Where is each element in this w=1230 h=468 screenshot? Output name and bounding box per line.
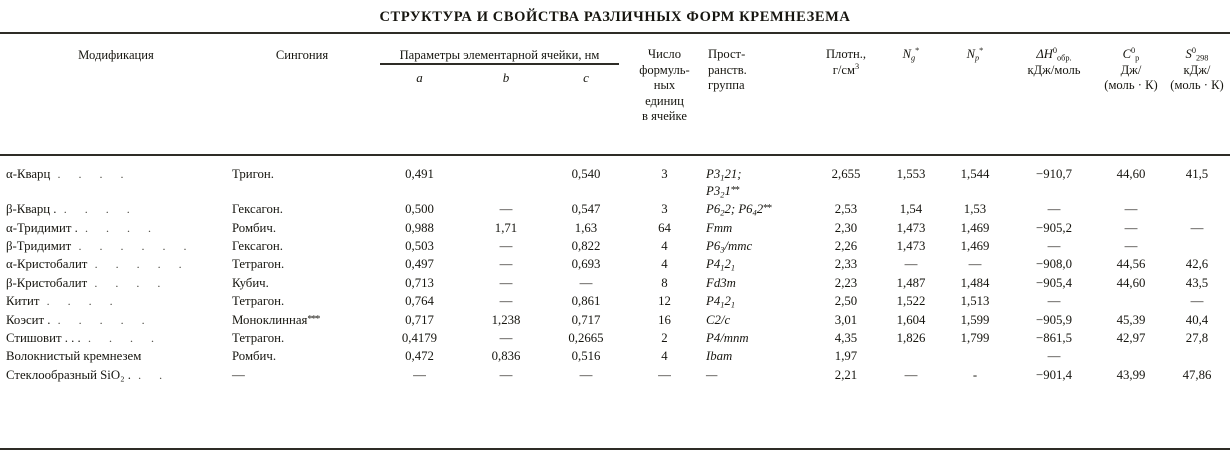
space-group-primary: $P4_12_1$ (706, 294, 736, 310)
cell-density: 2,655 (831, 167, 861, 182)
cell-ng: 1,522 (896, 294, 926, 309)
ng-symbol: N (902, 47, 912, 62)
cell-param-c: 0,861 (571, 294, 601, 309)
dot-leader: . . . . . (57, 312, 153, 327)
cell-heat-capacity: 45,39 (1116, 312, 1146, 327)
header-syngony: Сингония (275, 48, 329, 63)
cell-space-group (702, 200, 810, 218)
cell-entropy: 40,4 (1185, 312, 1209, 327)
cell-param-a: 0,988 (405, 220, 434, 235)
cell-np: 1,53 (963, 202, 987, 217)
cell-syngony: Ромбич. (232, 349, 277, 364)
silica-properties-body (0, 156, 1230, 384)
table-header (0, 34, 1230, 154)
cell-density: 4,35 (834, 331, 858, 346)
density-line2: $г/см^3$ (832, 61, 860, 77)
cell-param-b: 1,71 (494, 220, 518, 235)
enthalpy-unit: кДж/моль (1027, 62, 1081, 77)
space-group-secondary: $P6_42**$ (738, 202, 772, 218)
table-row (0, 165, 1230, 200)
cell-param-a: 0,764 (405, 294, 434, 309)
cell-formula-units: 4 (661, 239, 668, 254)
cell-ng: 1,54 (899, 202, 923, 217)
cell-np: — (968, 257, 982, 272)
cell-formula-units: 3 (661, 167, 668, 182)
cell-syngony: Кубич. (232, 275, 269, 290)
cell-heat-capacity: 43,99 (1116, 367, 1146, 382)
cell-ng: 1,553 (896, 167, 926, 182)
cell-enthalpy: −908,0 (1035, 257, 1072, 272)
header-entropy (1164, 34, 1230, 154)
cell-enthalpy: −910,7 (1035, 167, 1072, 182)
modification-label: Волокнистый кремнезем (6, 349, 142, 364)
cell-syngony: Моноклинная*** (232, 312, 320, 327)
cell-formula-units: 2 (661, 331, 668, 346)
cell-np: 1,469 (960, 220, 990, 235)
cell-formula-units: 4 (661, 257, 668, 272)
cell-ng: — (904, 257, 918, 272)
cell-formula-units: — (658, 367, 671, 382)
dot-leader: . . . . (87, 331, 162, 346)
cell-param-a: 0,503 (405, 239, 434, 254)
space-group-primary: $P6_3$/mmc (706, 239, 753, 255)
space-group-primary: Fmm (706, 220, 733, 235)
cell-param-c: 0,822 (571, 239, 601, 254)
table-row (0, 311, 1230, 329)
header-cell-params: Параметры элементарной ячейки, нм a b c (372, 34, 627, 154)
cell-modification (0, 219, 232, 237)
formula-units-line5: в ячейке (641, 109, 687, 124)
cell-param-b: — (499, 331, 513, 346)
cell-np (940, 347, 1010, 365)
cell-modification (0, 366, 232, 384)
cell-syngony: Гексагон. (232, 239, 283, 254)
cell-space-group (702, 255, 810, 273)
header-modification: Модификация (78, 48, 154, 63)
header-col-b: b (502, 69, 510, 85)
cell-enthalpy: −861,5 (1035, 331, 1072, 346)
dot-leader: . . . . (94, 275, 168, 290)
cell-space-group (702, 329, 810, 347)
cell-param-a: 0,497 (405, 257, 434, 272)
table-row (0, 366, 1230, 384)
cell-space-group (702, 219, 810, 237)
top-spacer (0, 156, 1230, 165)
header-space-group (702, 34, 810, 154)
header-heat-capacity (1098, 34, 1164, 154)
cell-param-b: — (499, 202, 513, 217)
dot-leader: . . . . (85, 220, 159, 235)
cell-density: 2,21 (834, 367, 858, 382)
cell-space-group (702, 311, 810, 329)
cell-param-b: 1,238 (491, 312, 521, 327)
cell-space-group (702, 292, 810, 310)
header-formula-units (627, 34, 702, 154)
cell-enthalpy: −905,9 (1035, 312, 1072, 327)
cell-enthalpy: −905,4 (1035, 275, 1072, 290)
table-row (0, 219, 1230, 237)
dot-leader: . . . . (63, 202, 138, 217)
cell-modification (0, 329, 232, 347)
dot-leader: . . . . (46, 294, 121, 309)
cell-entropy: 42,6 (1185, 257, 1209, 272)
dot-leader: . . (138, 367, 170, 382)
cell-param-b: — (499, 294, 513, 309)
cell-param-a: 0,472 (405, 349, 434, 364)
enthalpy-symbol: $\Delta H^0_{обр.}$ (1036, 45, 1072, 63)
space-group-line1: Прост- (707, 47, 746, 62)
cell-np: 1,484 (960, 275, 990, 290)
modification-label: Китит (6, 294, 40, 309)
cp-unit-line1: Дж/ (1120, 62, 1142, 77)
cell-modification (0, 237, 232, 255)
cell-param-c: 0,2665 (568, 331, 604, 346)
cell-ng: 1,487 (896, 275, 926, 290)
cell-syngony: Ромбич. (232, 220, 277, 235)
formula-units-line4: единиц (645, 93, 684, 108)
cell-enthalpy: −901,4 (1035, 367, 1072, 382)
cell-syngony: Тетрагон. (232, 257, 285, 272)
cell-param-a: 0,717 (405, 312, 434, 327)
page-title: СТРУКТУРА И СВОЙСТВА РАЗЛИЧНЫХ ФОРМ КРЕМНЕЗЕМА (379, 9, 851, 25)
space-group-primary: Ibam (706, 349, 733, 364)
cell-param-c: 0,547 (571, 202, 601, 217)
modification-label: β-Кристобалит (6, 275, 88, 290)
space-group-primary: — (706, 367, 718, 382)
cp-symbol: $C^0_p$ (1122, 45, 1140, 63)
table-row (0, 292, 1230, 310)
cell-heat-capacity: — (1124, 220, 1138, 235)
formula-units-line3: ных (653, 78, 676, 93)
dot-leader: . . . . (57, 167, 132, 182)
cell-ng: 1,473 (896, 220, 926, 235)
cell-syngony: Тригон. (232, 167, 274, 182)
cell-formula-units: 64 (658, 220, 671, 235)
cell-space-group (702, 237, 810, 255)
cell-heat-capacity: — (1124, 239, 1138, 254)
space-group-primary: $P4_12_1$ (706, 257, 736, 273)
cell-heat-capacity: 44,56 (1116, 257, 1146, 272)
cell-param-c: 0,516 (571, 349, 601, 364)
density-line1: Плотн., (825, 47, 866, 62)
cell-params-underline (380, 63, 619, 65)
cell-param-c: 0,693 (571, 257, 601, 272)
cell-param-a: 0,491 (405, 167, 434, 182)
header-density (810, 34, 882, 154)
cell-entropy: 41,5 (1185, 167, 1209, 182)
silica-properties-table (0, 34, 1230, 154)
cell-density: 2,50 (834, 294, 858, 309)
cell-ng: 1,826 (896, 331, 926, 346)
space-group-primary: P4/mnm (706, 331, 749, 346)
cell-formula-units: 16 (658, 312, 671, 327)
cell-heat-capacity: 44,60 (1116, 275, 1146, 290)
modification-label: α-Кристобалит (6, 257, 88, 272)
cell-entropy (1164, 347, 1230, 365)
space-group-primary: C2/c (706, 312, 731, 327)
cell-ng: — (904, 367, 918, 382)
cell-np: 1,799 (960, 331, 990, 346)
cell-param-a: 0,713 (405, 275, 434, 290)
cell-heat-capacity (1098, 347, 1164, 365)
cell-modification (0, 255, 232, 273)
entropy-symbol: $S^0_{298}$ (1185, 45, 1209, 63)
cell-param-b: 0,836 (491, 349, 521, 364)
cell-density: 2,33 (834, 257, 858, 272)
table-row (0, 347, 1230, 365)
cell-np: 1,469 (960, 239, 990, 254)
cell-param-c: — (579, 367, 593, 382)
cell-modification (0, 311, 232, 329)
cell-param-c: 1,63 (574, 220, 598, 235)
cell-param-c: — (579, 275, 593, 290)
cell-heat-capacity: 42,97 (1116, 331, 1146, 346)
modification-label: α-Тридимит . (6, 220, 78, 235)
cell-heat-capacity: — (1124, 202, 1138, 217)
cell-enthalpy: — (1047, 349, 1061, 364)
cell-syngony: — (232, 367, 245, 382)
cell-space-group (702, 165, 810, 200)
cp-unit-line2: (моль · К) (1104, 78, 1158, 93)
modification-label: Стеклообразный SiO₂ . (6, 367, 131, 382)
cell-np: 1,513 (960, 294, 990, 309)
table-row (0, 200, 1230, 218)
cell-ng: 1,473 (896, 239, 926, 254)
cell-modification (0, 347, 232, 365)
cell-space-group (702, 366, 810, 384)
cell-ng: 1,604 (896, 312, 926, 327)
cell-np: 1,544 (960, 167, 990, 182)
cell-syngony: Тетрагон. (232, 294, 285, 309)
cell-space-group (702, 347, 810, 365)
table-row (0, 255, 1230, 273)
cell-ng (882, 347, 940, 365)
space-group-line3: группа (707, 78, 745, 93)
cell-param-a: 0,4179 (401, 331, 438, 346)
cell-formula-units: 12 (658, 294, 671, 309)
cell-density: 2,26 (834, 239, 858, 254)
cell-np: - (972, 367, 978, 382)
formula-units-line2: формуль- (639, 62, 690, 77)
cell-param-b: — (499, 367, 513, 382)
cell-density: 1,97 (834, 349, 858, 364)
cell-density: 2,30 (834, 220, 858, 235)
cell-density: 3,01 (834, 312, 858, 327)
cell-modification (0, 274, 232, 292)
modification-label: Коэсит . (6, 312, 51, 327)
space-group-primary: Fd3m (706, 275, 736, 290)
modification-label: β-Кварц . (6, 202, 57, 217)
dot-leader: . . . . . (94, 257, 190, 272)
table-row (0, 237, 1230, 255)
cell-syngony: Гексагон. (232, 202, 283, 217)
cell-entropy: — (1190, 294, 1204, 309)
cell-param-b: — (499, 239, 513, 254)
cell-modification (0, 292, 232, 310)
table-row (0, 329, 1230, 347)
cell-formula-units: 8 (661, 275, 668, 290)
cell-syngony: Тетрагон. (232, 331, 285, 346)
cell-entropy: — (1190, 220, 1204, 235)
cell-heat-capacity (1098, 292, 1164, 310)
cell-density: 2,53 (834, 202, 858, 217)
cell-density: 2,23 (834, 275, 858, 290)
space-group-line2: ранств. (707, 62, 747, 77)
cell-space-group (702, 274, 810, 292)
cell-param-c: 0,717 (571, 312, 601, 327)
formula-units-line1: Число (647, 47, 682, 62)
cell-enthalpy: −905,2 (1035, 220, 1072, 235)
header-enthalpy (1010, 34, 1098, 154)
cell-modification (0, 165, 232, 200)
space-group-primary: $P3_121$; (706, 167, 742, 183)
header-col-a: a (416, 69, 423, 85)
cell-param-a: 0,500 (405, 202, 434, 217)
cell-param-a: — (413, 367, 426, 382)
cell-formula-units: 4 (661, 349, 668, 364)
entropy-unit-line2: (моль · К) (1170, 78, 1224, 93)
cell-param-b (467, 165, 545, 200)
cell-formula-units: 3 (661, 202, 668, 217)
space-group-secondary: $P3_21**$ (706, 183, 739, 200)
cell-entropy: 43,5 (1185, 275, 1209, 290)
cell-param-b: — (499, 275, 513, 290)
header-ng: $N_g^*$ (902, 45, 920, 63)
cell-modification (0, 200, 232, 218)
cell-np: 1,599 (960, 312, 990, 327)
footnote-marker: *** (307, 313, 320, 325)
header-col-c: c (583, 69, 589, 85)
cell-param-b: — (499, 257, 513, 272)
modification-label: α-Кварц (6, 167, 51, 182)
cell-entropy: 27,8 (1185, 331, 1209, 346)
rule-bottom (0, 448, 1230, 450)
modification-label: β-Тридимит (6, 239, 72, 254)
cell-enthalpy: — (1047, 202, 1061, 217)
cell-param-c: 0,540 (571, 167, 601, 182)
dot-leader: . . . . . . (78, 239, 194, 254)
cell-entropy: 47,86 (1182, 367, 1212, 382)
cell-heat-capacity: 44,60 (1116, 167, 1146, 182)
cell-enthalpy: — (1047, 239, 1061, 254)
space-group-primary: $P6_22$; (706, 202, 736, 218)
modification-label: Стишовит . . . (6, 331, 81, 346)
entropy-unit-line1: кДж/ (1183, 62, 1211, 77)
header-np: $N_p^*$ (966, 45, 984, 63)
cell-enthalpy: — (1047, 294, 1061, 309)
table-row (0, 274, 1230, 292)
cell-entropy (1164, 237, 1230, 255)
np-symbol: N (966, 47, 976, 62)
cell-entropy (1164, 200, 1230, 218)
table-body (0, 156, 1230, 384)
